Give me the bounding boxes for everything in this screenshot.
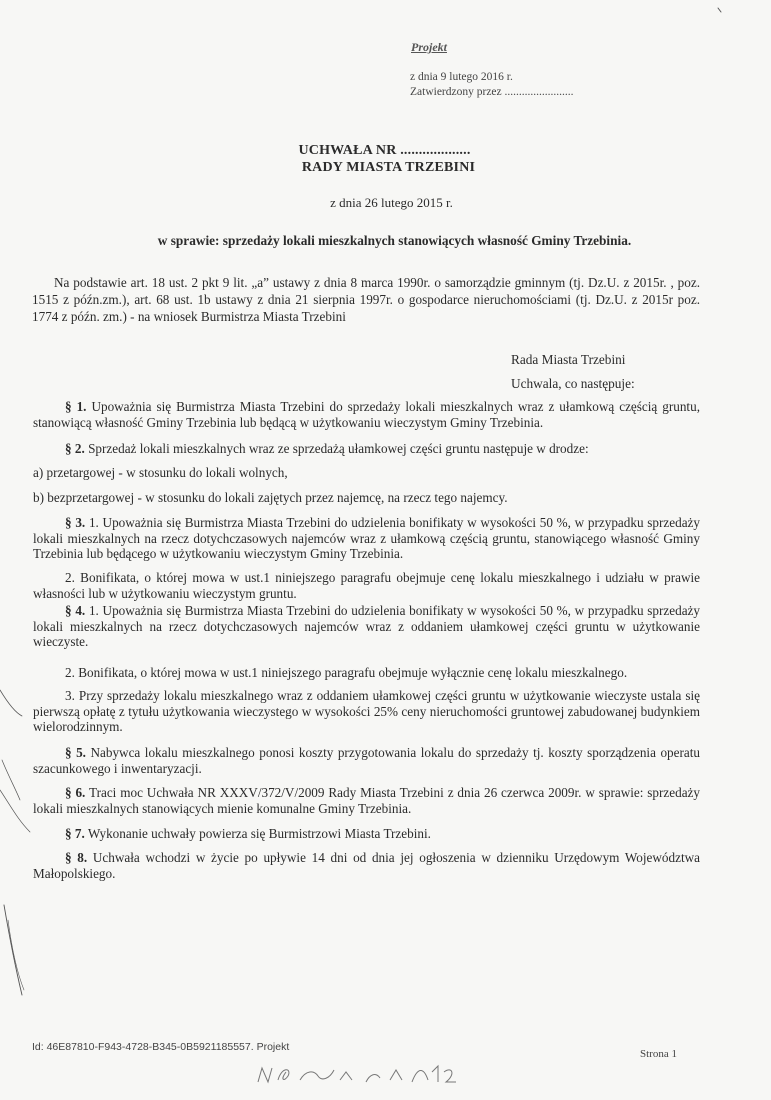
section-8-mark: § 8. [65, 850, 88, 865]
section-1-mark: § 1. [65, 399, 87, 414]
section-6-mark: § 6. [65, 785, 86, 800]
section-4-mark: § 4. [65, 603, 86, 618]
document-id: Id: 46E87810-F943-4728-B345-0B5921185557. Projekt [32, 1041, 290, 1053]
section-8-text: Uchwała wchodzi w życie po upływie 14 dni od dnia jej ogłoszenia w dzienniku Urzędowym Województwa Małopolskiego. [33, 850, 701, 881]
section-6-text: Traci moc Uchwała NR XXXV/372/V/2009 Rady Miasta Trzebini z dnia 26 czerwca 2009r. w sprawie: sprzedaży lokali mieszkalnych stanowiących mienie komunalne Gminy Trzebinia. [33, 785, 700, 816]
resolution-number: UCHWAŁA NR ................... [298, 143, 471, 158]
section-7-mark: § 7. [65, 826, 85, 841]
section-4-text-1: 1. Upoważnia się Burmistrza Miasta Trzebini do udzielenia bonifikaty w wysokości 50 %, w przypadku sprzedaży lokali mieszkalnych na rzecz dotychczasowych najemców wraz z oddaniem ułamkowej części gruntu w użytkowanie wieczyste. [33, 603, 701, 649]
section-1-text: Upoważnia się Burmistrza Miasta Trzebini do sprzedaży lokali mieszkalnych wraz z ułamkową częścią gruntu, stanowiącą własność Gminy Trzebinia lub będącą w użytkowaniu wieczystym Gminy Trzebinia. [33, 399, 700, 430]
section-2-option-a: a) przetargowej - w stosunku do lokali wolnych, [33, 465, 288, 480]
section-2-text: Sprzedaż lokali mieszkalnych wraz ze sprzedażą ułamkowej części gruntu następuje w drodze: [84, 441, 589, 456]
approved-by: Zatwierdzony przez ........................ [410, 86, 574, 98]
section-7-text: Wykonanie uchwały powierza się Burmistrzowi Miasta Trzebini. [84, 826, 431, 841]
section-5-mark: § 5. [65, 745, 86, 760]
page-number: Strona 1 [640, 1048, 677, 1060]
council-line-2: Uchwala, co następuje: [511, 376, 635, 391]
section-5-text: Nabywca lokalu mieszkalnego ponosi koszty przygotowania lokalu do sprzedaży tj. koszty sporządzenia operatu szacunkowego i inwentaryzacji. [33, 745, 700, 776]
section-2-option-b: b) bezprzetargowej - w stosunku do lokali zajętych przez najemcę, na rzecz tego najemcy. [33, 490, 508, 505]
handwritten-initials [258, 1066, 456, 1082]
section-3-mark: § 3. [65, 515, 86, 530]
draft-label: Projekt [411, 40, 447, 54]
legal-basis: Na podstawie art. 18 ust. 2 pkt 9 lit. „a” ustawy z dnia 8 marca 1990r. o samorządzie gminnym (tj. Dz.U. z 2015r. , poz. 1515 z późn.zm.), art. 68 ust. 1b ustawy z dnia 21 sierpnia 1997r. o gospodarce nieruchomościami (tj. Dz.U. z 2015r poz. 1774 z późn. zm.) - na wniosek Burmistrza Miasta Trzebini [32, 275, 700, 324]
section-4-point-3: 3. Przy sprzedaży lokalu mieszkalnego wraz z oddaniem ułamkowej części gruntu w użytkowanie wieczyste ustala się pierwszą opłatę z tytułu użytkowania wieczystego w wysokości 25% ceny nieruchomości gruntowej zabudowanej budynkiem wielorodzinnym. [33, 688, 700, 734]
council-name: RADY MIASTA TRZEBINI [301, 160, 476, 175]
section-3-point-2: 2. Bonifikata, o której mowa w ust.1 niniejszego paragrafu obejmuje cenę lokalu mieszkalnego i udziału w prawie własności lub w użytkowaniu wieczystym gruntu. [33, 570, 700, 601]
section-4-point-2: 2. Bonifikata, o której mowa w ust.1 niniejszego paragrafu obejmuje wyłącznie cenę lokalu mieszkalnego. [65, 665, 628, 680]
section-3-text-1: 1. Upoważnia się Burmistrza Miasta Trzebini do udzielenia bonifikaty w wysokości 50 %, w przypadku sprzedaży lokali mieszkalnych na rzecz dotychczasowych najemców wraz z ułamkową częścią gruntu, stanowiącego własność Gminy Trzebinia lub będącego w użytkowaniu wieczystym Gminy Trzebinia. [33, 515, 701, 561]
resolution-date: z dnia 26 lutego 2015 r. [330, 195, 453, 210]
draft-date: z dnia 9 lutego 2016 r. [410, 71, 513, 83]
resolution-subject: w sprawie: sprzedaży lokali mieszkalnych stanowiących własność Gminy Trzebinia. [157, 233, 632, 248]
margin-pen-strokes [0, 8, 721, 995]
council-line-1: Rada Miasta Trzebini [511, 352, 626, 367]
section-2-mark: § 2. [65, 441, 85, 456]
